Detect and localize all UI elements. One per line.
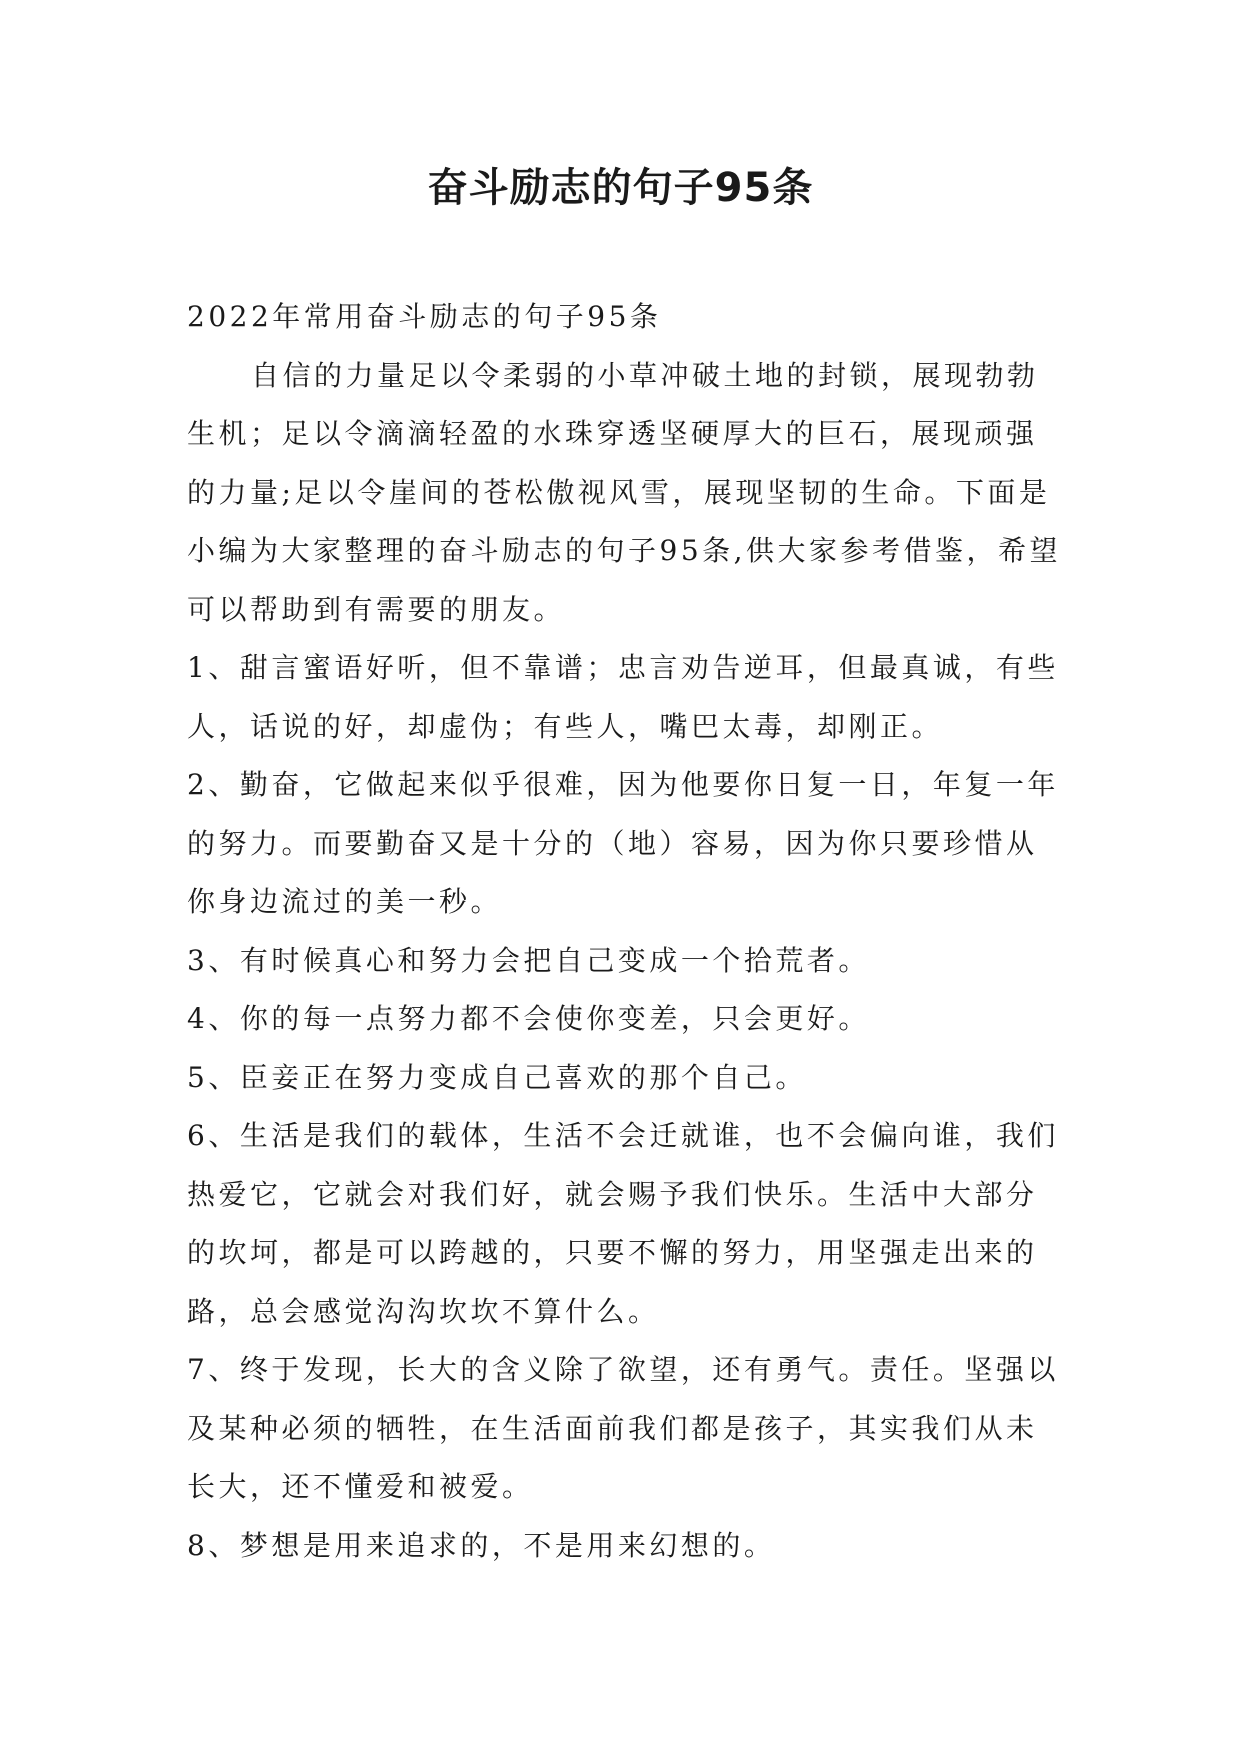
list-item: 8、梦想是用来追求的，不是用来幻想的。 bbox=[187, 1528, 776, 1562]
list-item: 3、有时候真心和努力会把自己变成一个拾荒者。 bbox=[187, 943, 870, 977]
document-title: 奋斗励志的句子95条 bbox=[427, 165, 814, 211]
list-item: 6、生活是我们的载体，生活不会迁就谁，也不会偏向谁，我们热爱它，它就会对我们好，就会赐予我们快乐。生活中大部分的坎坷，都是可以跨越的，只要不懈的努力，用坚强走出来的路，总会感觉沟沟坎坎不算什么。 bbox=[187, 1119, 1059, 1328]
list-item: 5、臣妾正在努力变成自己喜欢的那个自己。 bbox=[187, 1060, 807, 1094]
document-body bbox=[187, 288, 1067, 1575]
intro-paragraph: 自信的力量足以令柔弱的小草冲破土地的封锁，展现勃勃生机；足以令滴滴轻盈的水珠穿透坚硬厚大的巨石，展现顽强的力量;足以令崖间的苍松傲视风雪，展现坚韧的生命。下面是小编为大家整理的奋斗励志的句子95条,供大家参考借鉴，希望可以帮助到有需要的朋友。 bbox=[187, 358, 1062, 626]
list-item: 2、勤奋，它做起来似乎很难，因为他要你日复一日，年复一年的努力。而要勤奋又是十分的（地）容易，因为你只要珍惜从你身边流过的美一秒。 bbox=[187, 768, 1059, 918]
list-item: 4、你的每一点努力都不会使你变差，只会更好。 bbox=[187, 1002, 870, 1035]
list-item: 7、终于发现，长大的含义除了欲望，还有勇气。责任。坚强以及某种必须的牺牲，在生活面前我们都是孩子，其实我们从未长大，还不懂爱和被爱。 bbox=[187, 1353, 1059, 1503]
list-item: 1、甜言蜜语好听，但不靠谱；忠言劝告逆耳，但最真诚，有些人，话说的好，却虚伪；有些人，嘴巴太毒，却刚正。 bbox=[187, 651, 1059, 743]
document-subtitle: 2022年常用奋斗励志的句子95条 bbox=[187, 300, 662, 333]
